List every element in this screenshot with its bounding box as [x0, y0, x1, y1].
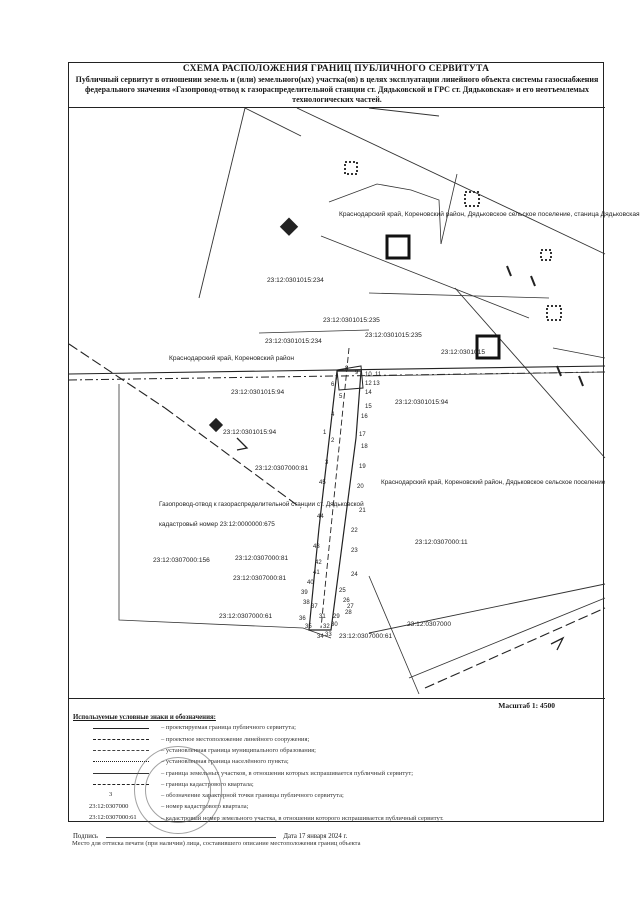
map-area	[69, 107, 640, 699]
marker-icon	[209, 418, 223, 432]
legend-row	[73, 722, 601, 733]
legend-text: – установленная граница муниципального образования;	[161, 746, 316, 754]
map-scale: Масштаб 1: 4500	[498, 701, 555, 710]
legend-symbol	[73, 745, 161, 756]
point-label: 16	[361, 414, 368, 420]
parcel-boundary	[259, 330, 369, 333]
point-label: 23	[351, 548, 358, 554]
legend-symbol: 23:12:0307000:61	[89, 813, 137, 821]
tick-mark	[579, 376, 583, 386]
boundary-line	[297, 108, 605, 254]
point-label: 21	[359, 508, 366, 514]
point-label: 18	[361, 444, 368, 450]
point-label: 3	[325, 460, 329, 466]
boundary-line	[199, 108, 245, 298]
parcel-boundary	[441, 174, 457, 244]
point-label: 11	[375, 372, 382, 378]
legend-text: – установленная граница населённого пункта;	[161, 758, 289, 766]
point-label: 39	[301, 590, 308, 596]
parcel-label: 23:12:0307000:156	[153, 557, 210, 564]
point-label: 27	[347, 604, 354, 610]
point-label: 43	[313, 544, 320, 550]
parcel-label: 23:12:0307000:61	[339, 633, 393, 640]
legend-text: – проектное местоположение линейного сооружения;	[161, 735, 310, 743]
parcel-label: 23:12:0307000:81	[235, 555, 289, 562]
point-label: 12	[365, 381, 372, 387]
tower-icon	[465, 192, 479, 206]
stamp-seal	[134, 746, 222, 834]
pipeline-route	[69, 344, 165, 408]
point-label: 6	[331, 382, 335, 388]
point-label: 26	[343, 598, 350, 604]
point-label: 36	[299, 616, 306, 622]
point-label: 5	[339, 394, 343, 400]
legend-text: – граница кадастрового квартала;	[161, 780, 254, 788]
legend-row	[73, 734, 601, 745]
point-label: 1	[323, 430, 327, 436]
legend-symbol: 3	[109, 791, 113, 799]
boundary-line	[245, 108, 301, 136]
legend-title: Используемые условные знаки и обозначения:	[73, 714, 216, 721]
point-label: 15	[365, 404, 372, 410]
tower-icon	[547, 306, 561, 320]
arrow-icon	[237, 438, 247, 450]
boundary-line	[369, 584, 605, 633]
signature-line	[106, 837, 276, 838]
cadastral-label: кадастровый номер 23:12:0000000:675	[159, 521, 275, 528]
point-label: 45	[319, 480, 326, 486]
parcel-label: 23:12:0301015:235	[365, 332, 422, 339]
signature-date: Дата 17 января 2024 г.	[283, 833, 348, 840]
field-boundary	[119, 384, 331, 638]
tick-mark	[557, 366, 561, 376]
region-label-right: Краснодарский край, Кореновский район, Дядьковское сельское поселение	[381, 479, 606, 486]
point-label: 10	[365, 372, 372, 378]
boundary-line	[409, 598, 605, 678]
point-label: 28	[345, 610, 352, 616]
point-label: 2	[331, 438, 335, 444]
scheme-sheet	[68, 62, 640, 840]
parcel-label: 23:12:0301015	[441, 349, 486, 356]
parcel-label: 23:12:0301015:94	[223, 429, 277, 436]
legend-text: – номер кадастрового квартала;	[161, 803, 249, 811]
point-label: 41	[313, 570, 320, 576]
point-label: 9	[355, 370, 359, 376]
point-label: 30	[331, 622, 338, 628]
region-label-middle: Краснодарский край, Кореновский район	[169, 355, 295, 362]
boundary-line	[369, 108, 439, 116]
page-title: СХЕМА РАСПОЛОЖЕНИЯ ГРАНИЦ ПУБЛИЧНОГО СЕРВИТУТА	[182, 64, 490, 74]
point-label: 14	[365, 390, 372, 396]
parcel-label: 23:12:0301015:234	[265, 338, 322, 345]
legend-text: – кадастровый номер земельного участка, в отношении которого испрашивается публичный сервитут.	[161, 814, 444, 822]
point-label: 24	[351, 572, 358, 578]
legend-text: – обозначение характерной точки границы публичного сервитута;	[161, 792, 344, 800]
legend-text: – проектируемая граница публичного сервитута;	[161, 724, 296, 732]
legend-symbol	[73, 734, 161, 745]
map-drawing	[69, 108, 640, 698]
arrow-icon	[551, 638, 563, 650]
marker-icon	[280, 218, 298, 236]
parcel-label: 23:12:0307000:81	[233, 575, 287, 582]
tower-icon	[541, 250, 551, 260]
legend-text: – граница земельных участков, в отношении которых испрашивается публичный сервитут;	[161, 769, 414, 777]
point-label: 33	[325, 632, 332, 638]
point-label: 4	[331, 412, 335, 418]
parcel-boundary	[553, 348, 605, 358]
parcel-label: 23:12:0307000:11	[415, 539, 468, 546]
point-label: 20	[357, 484, 364, 490]
parcel-label: 23:12:0307000	[407, 621, 452, 628]
point-label: 25	[339, 588, 346, 594]
tower-icon	[345, 162, 357, 174]
pipeline-route	[425, 608, 605, 688]
point-label: 32	[323, 624, 330, 630]
point-label: 8	[345, 366, 349, 372]
scheme-description: Публичный сервитут в отношении земель и (или) земельного(ых) участка(ов) в целях эксплуатации линейного объекта системы газоснабжения федерального значения «Газопровод-отвод к газораспределительной станции ст. Дядьковской и ГРС ст. Дядьковская» и его неотъемлемых технологических частей.	[75, 75, 599, 104]
point-label: 44	[317, 514, 324, 520]
footer-note: Место для оттиска печати (при наличии) лица, составившего описание местоположения границ объекта	[72, 840, 361, 847]
pipeline-route	[165, 408, 301, 508]
tick-mark	[507, 266, 511, 276]
field-boundary	[365, 372, 605, 376]
point-label: 17	[359, 432, 366, 438]
point-label: 29	[333, 614, 340, 620]
point-label: 40	[307, 580, 314, 586]
parcel-boundary	[321, 236, 529, 318]
parcel-boundary	[369, 293, 549, 298]
pipeline-label: Газопровод-отвод к газораспределительной станции ст. Дядьковской	[159, 501, 364, 508]
point-label: 19	[359, 464, 366, 470]
tick-mark	[531, 276, 535, 286]
point-label: 42	[315, 560, 322, 566]
signature-row	[73, 833, 601, 840]
parcel-label: 23:12:0301015:235	[323, 317, 380, 324]
parcel-label: 23:12:0301015:234	[267, 277, 324, 284]
parcel-label: 23:12:0307000:61	[219, 613, 273, 620]
parcel-label: 23:12:0301015:94	[231, 389, 285, 396]
point-label: 35	[305, 624, 312, 630]
signature-label: Подпись	[73, 833, 98, 840]
region-label-top: Краснодарский край, Кореновский район, Дядьковское сельское поселение, станица Дядьковская	[339, 211, 640, 218]
legend-symbol	[73, 723, 161, 734]
point-label: 22	[351, 528, 358, 534]
legend-symbol: 23:12:0307000	[89, 802, 129, 810]
point-label: 31	[319, 614, 326, 620]
point-label: 34	[317, 634, 324, 640]
point-label: 38	[303, 600, 310, 606]
point-label: 7	[335, 376, 339, 382]
parcel-label: 23:12:0307000:81	[255, 465, 309, 472]
point-label: 37	[311, 604, 318, 610]
parcel-label: 23:12:0301015:94	[395, 399, 449, 406]
point-label: 13	[373, 381, 380, 387]
building-icon	[387, 236, 409, 258]
